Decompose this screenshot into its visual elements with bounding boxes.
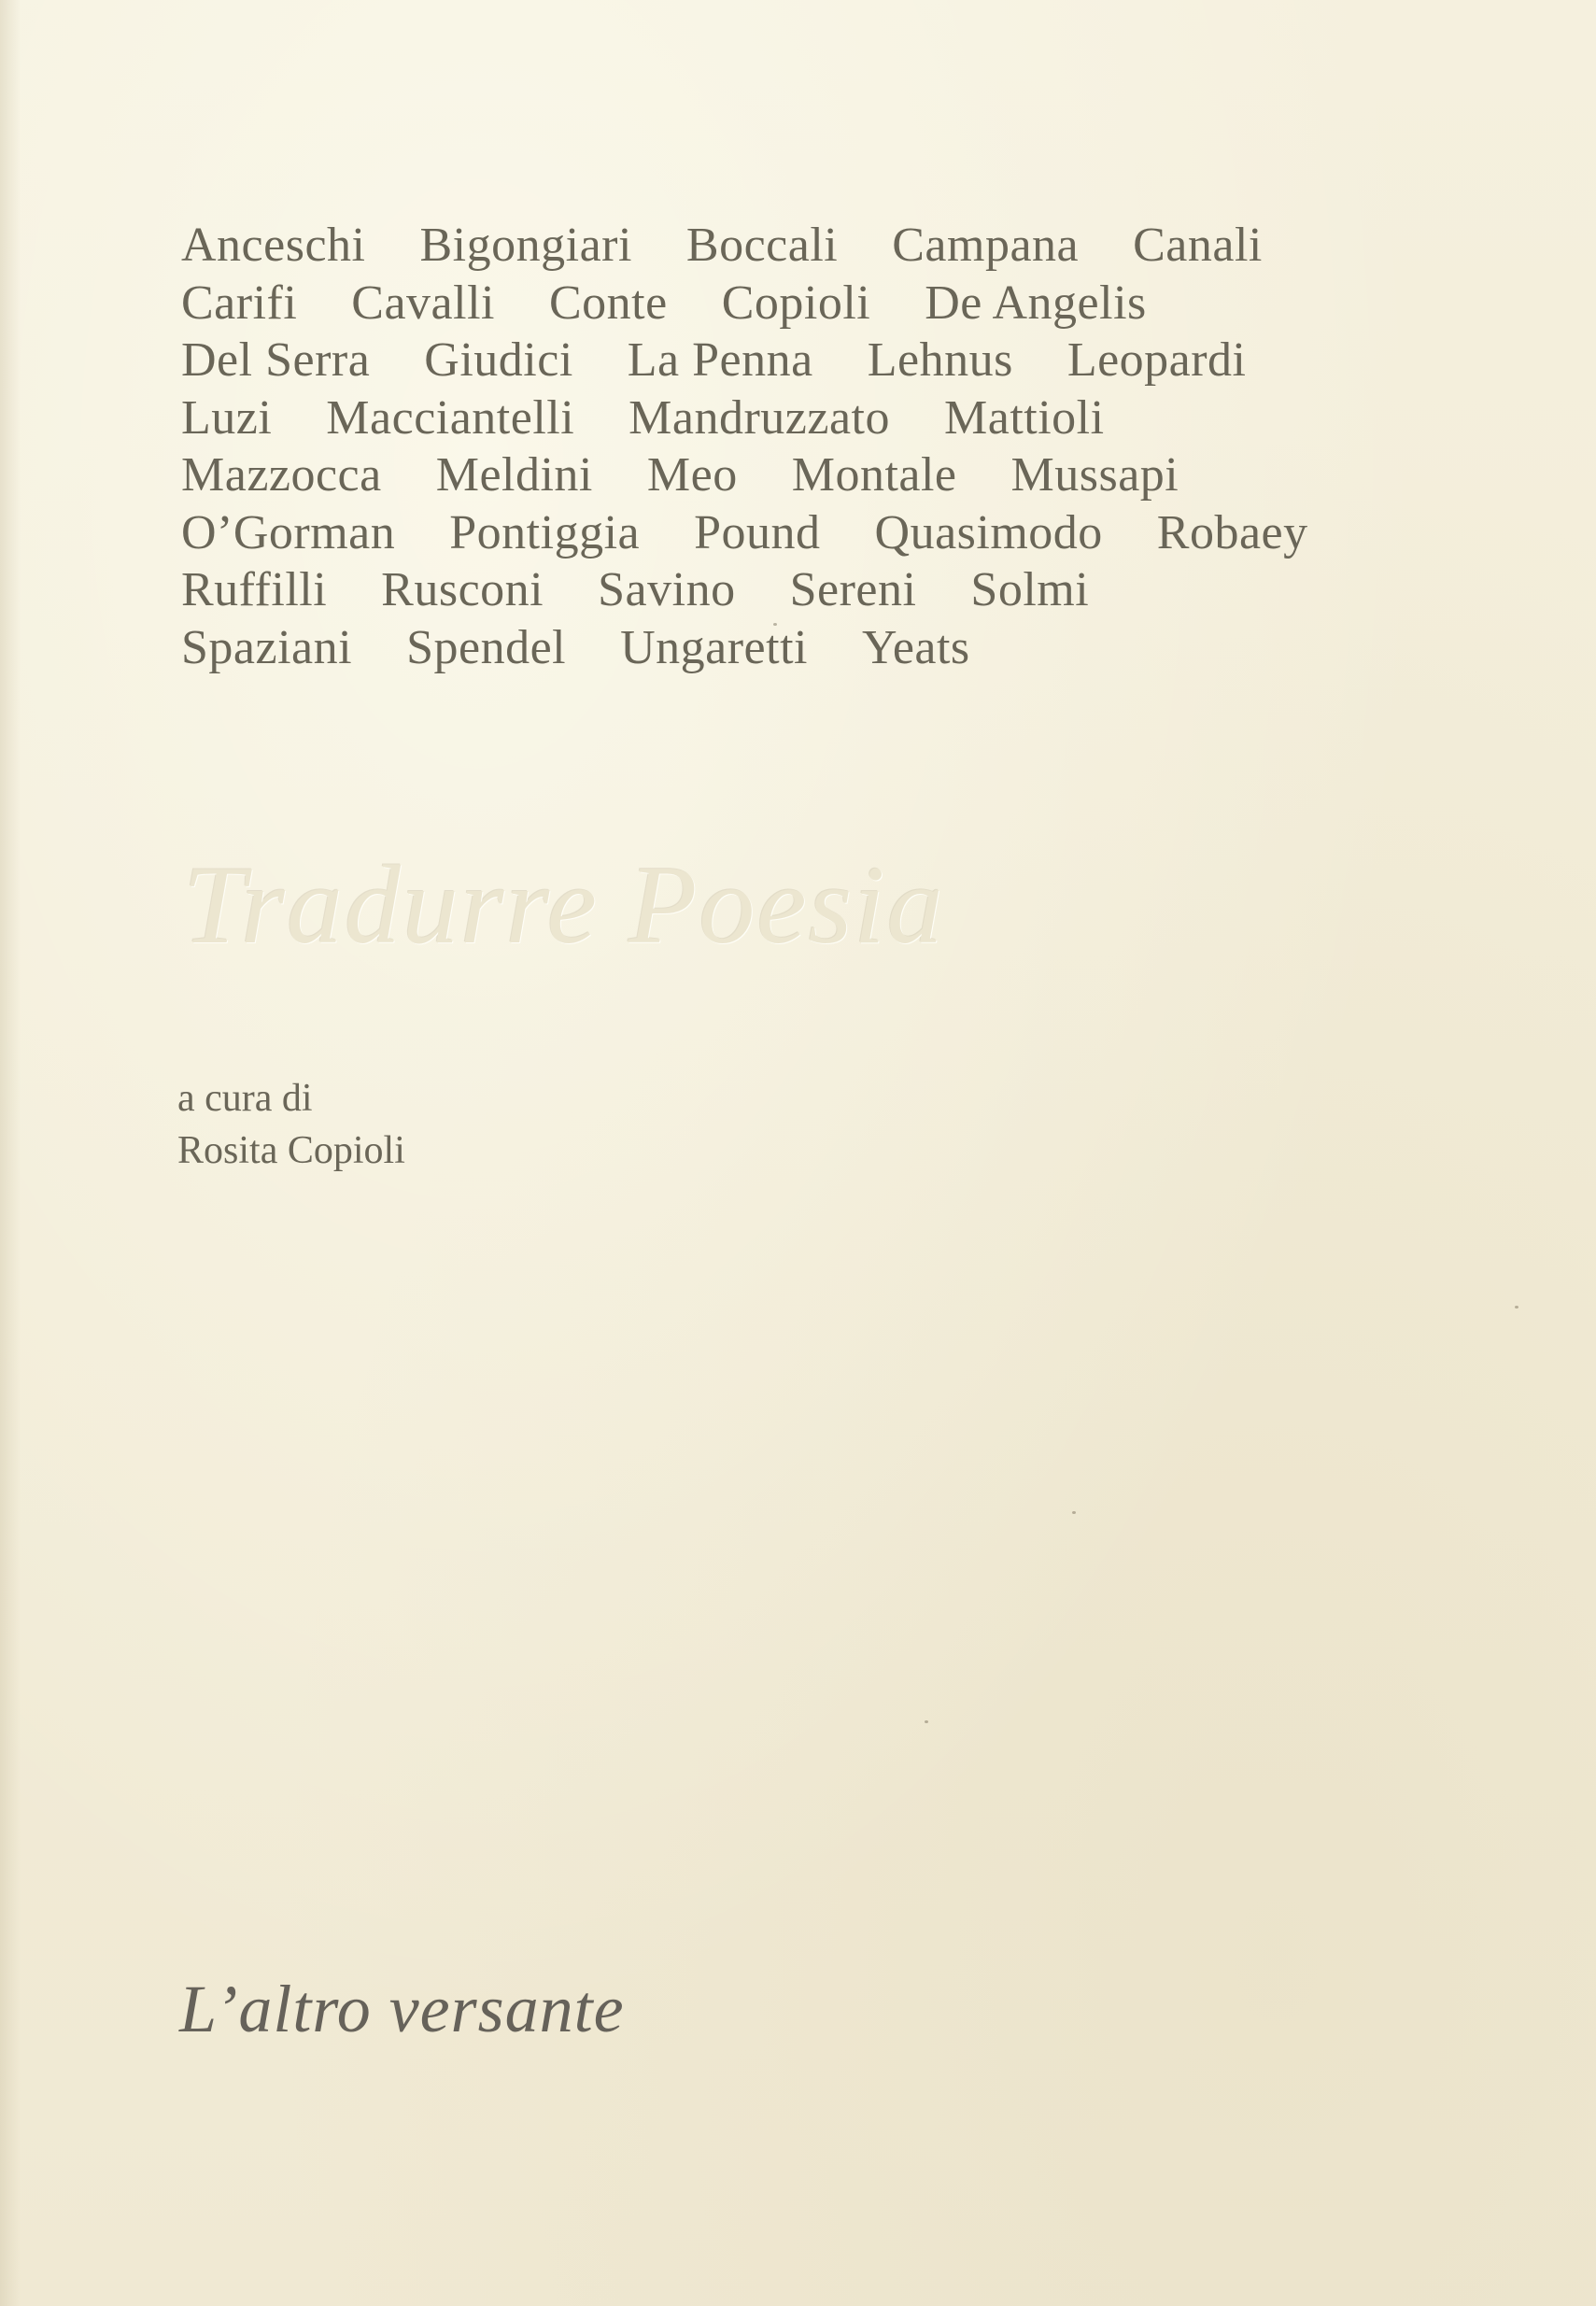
author-name: Meo	[646, 448, 738, 502]
series-title: L’altro versante	[179, 1972, 625, 2046]
paper-speck	[925, 1720, 928, 1723]
author-name: Macciantelli	[326, 390, 575, 445]
author-name: Mattioli	[944, 390, 1105, 445]
author-name: Bigongiari	[419, 219, 632, 272]
author-name: Mandruzzato	[629, 390, 890, 445]
author-name: La Penna	[627, 333, 813, 387]
author-name: Robaey	[1156, 505, 1308, 559]
author-name: Carifi	[181, 276, 298, 330]
author-name: Savino	[598, 563, 736, 616]
author-name: Anceschi	[181, 219, 366, 272]
author-name: Leopardi	[1066, 333, 1247, 387]
author-name: Meldini	[435, 448, 593, 502]
author-name: Mazzocca	[181, 448, 382, 502]
author-name: Conte	[548, 276, 668, 330]
author-name: Campana	[892, 219, 1080, 272]
author-name: Solmi	[970, 563, 1090, 616]
author-name: Canali	[1133, 219, 1263, 272]
author-line	[181, 504, 1507, 562]
author-line	[181, 275, 1507, 332]
author-name: O’Gorman	[181, 505, 396, 559]
author-name: Quasimodo	[874, 505, 1103, 559]
author-name: Mussapi	[1010, 448, 1179, 502]
embossed-title: Tradurre Poesia	[183, 842, 945, 967]
author-name: Yeats	[861, 620, 970, 674]
author-name: Cavalli	[351, 276, 495, 330]
author-name: Lehnus	[867, 333, 1013, 387]
author-name: Luzi	[181, 390, 273, 445]
editor-name: Rosita Copioli	[177, 1129, 405, 1172]
author-name: Rusconi	[381, 563, 544, 616]
author-line	[181, 389, 1507, 447]
author-name: Spendel	[406, 620, 567, 674]
author-name: De Angelis	[925, 276, 1147, 330]
editor-label: a cura di	[177, 1077, 313, 1120]
paper-speck	[1072, 1511, 1076, 1514]
spine-shadow	[0, 0, 21, 2306]
author-name: Ungaretti	[620, 620, 808, 674]
author-line	[181, 217, 1507, 275]
author-list	[181, 217, 1507, 676]
author-name: Copioli	[721, 276, 871, 330]
author-name: Del Serra	[181, 333, 371, 387]
author-name: Pontiggia	[449, 505, 641, 559]
paper-speck	[773, 623, 777, 626]
author-line	[181, 446, 1507, 504]
author-name: Boccali	[685, 219, 839, 272]
author-name: Ruffilli	[181, 563, 328, 616]
editor-credit	[177, 1072, 405, 1177]
author-name: Spaziani	[181, 620, 353, 674]
author-name: Sereni	[789, 563, 917, 616]
author-name: Pound	[694, 505, 821, 559]
paper-speck	[1515, 1306, 1518, 1309]
author-name: Montale	[791, 448, 957, 502]
author-line	[181, 332, 1507, 389]
author-line	[181, 561, 1507, 619]
author-name: Giudici	[424, 333, 573, 387]
author-line	[181, 619, 1507, 677]
